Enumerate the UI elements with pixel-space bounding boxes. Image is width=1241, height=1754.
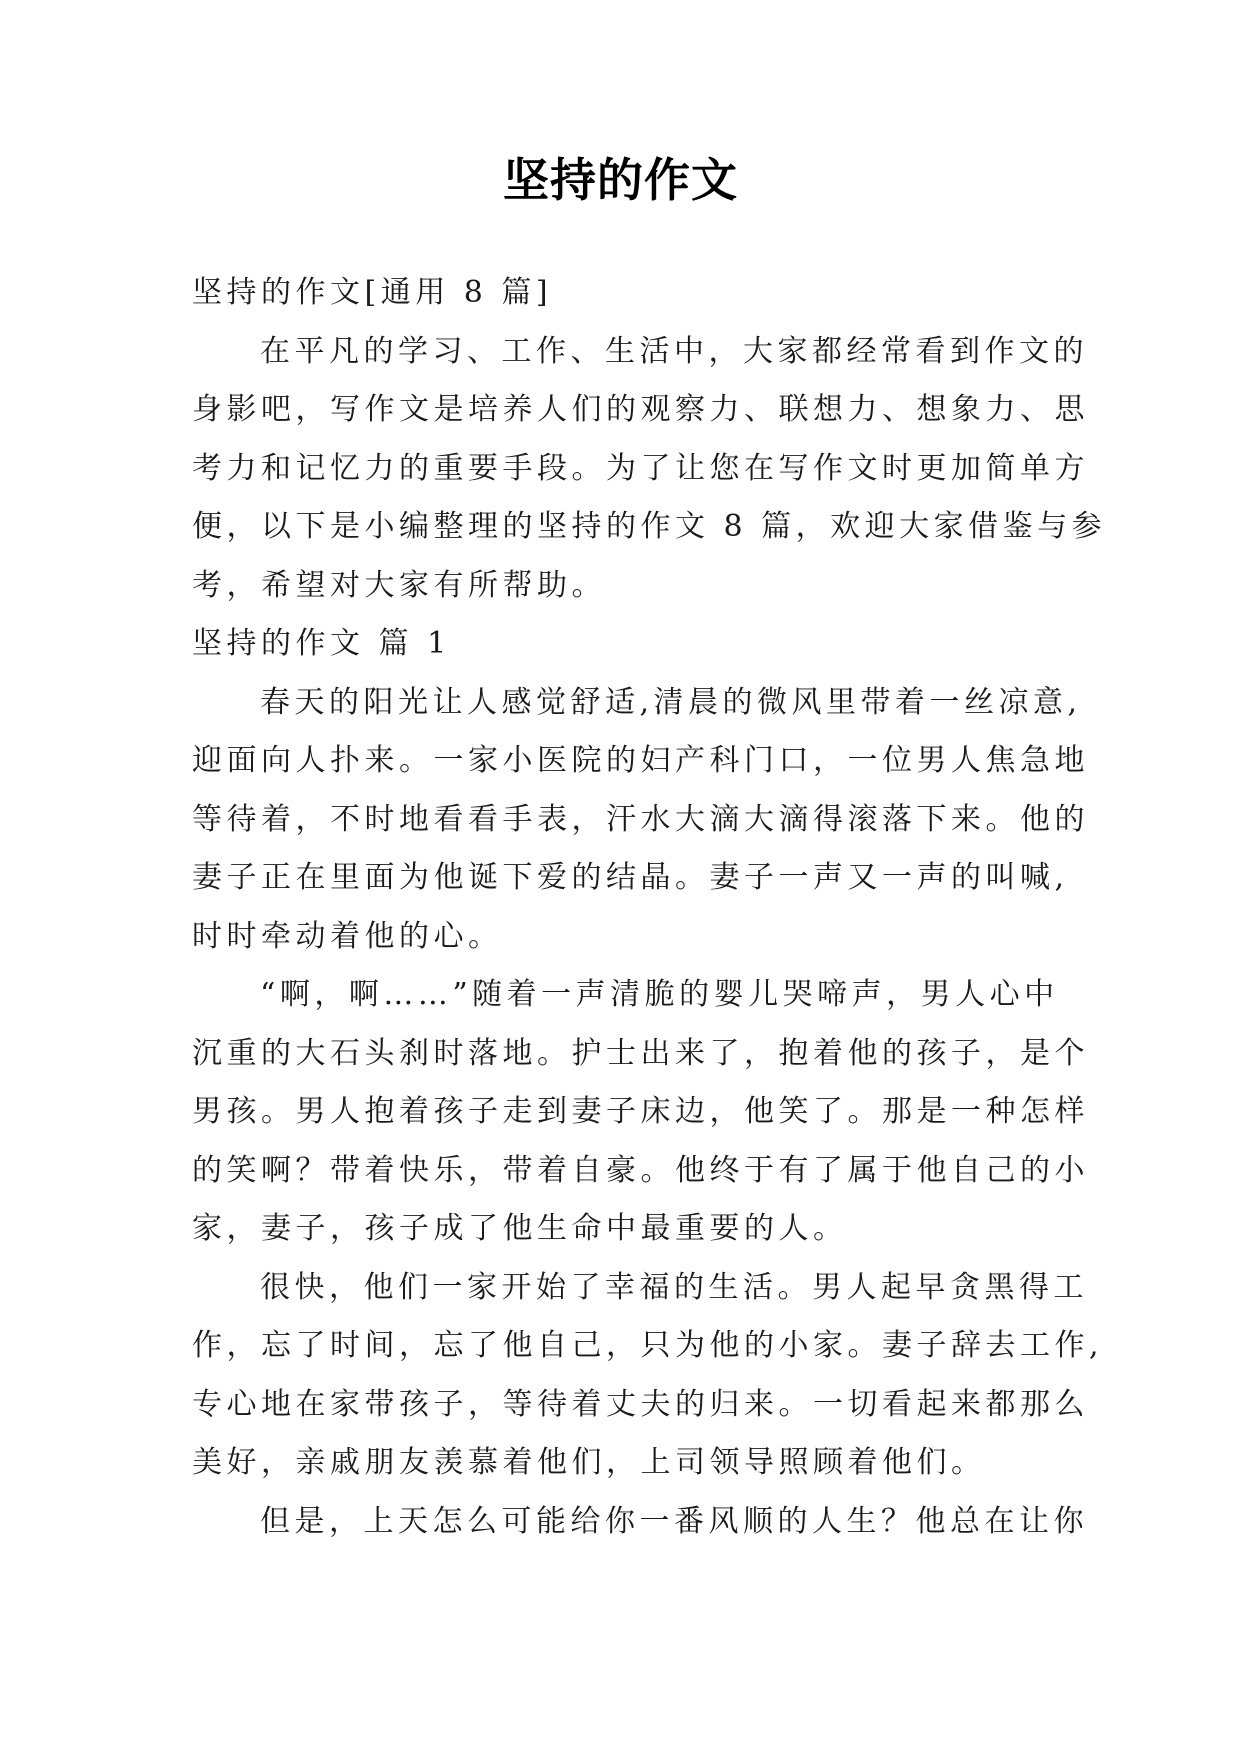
paragraph-first-line: “啊，啊……”随着一声清脆的婴儿哭啼声，男人心中: [260, 977, 1059, 1012]
text-line: 男孩。男人抱着孩子走到妻子床边，他笑了。那是一种怎样: [192, 1094, 1089, 1129]
text-line: 沉重的大石头刹时落地。护士出来了，抱着他的孩子，是个: [192, 1035, 1089, 1071]
document-body: [192, 264, 1107, 1551]
text-line: 的笑啊？带着快乐，带着自豪。他终于有了属于他自己的小: [192, 1152, 1089, 1188]
text-line: 坚持的作文 篇 1: [192, 626, 451, 661]
text-line: 身影吧，写作文是培养人们的观察力、联想力、想象力、思: [192, 392, 1089, 427]
text-line: 便，以下是小编整理的坚持的作文 8 篇，欢迎大家借鉴与参: [192, 509, 1107, 544]
paragraph-first-line: 但是，上天怎么可能给你一番风顺的人生？他总在让你: [260, 1503, 1088, 1539]
text-line: 坚持的作文[通用 8 篇]: [192, 275, 553, 310]
text-line: 专心地在家带孩子，等待着丈夫的归来。一切看起来都那么: [192, 1386, 1089, 1422]
document-title: 坚持的作文: [503, 153, 738, 207]
text-line: 美好，亲戚朋友羡慕着他们，上司领导照顾着他们。: [192, 1445, 986, 1480]
text-line: 时时牵动着他的心。: [192, 918, 503, 954]
text-line: 妻子正在里面为他诞下爱的结晶。妻子一声又一声的叫喊,: [192, 860, 1069, 895]
paragraph-first-line: 很快，他们一家开始了幸福的生活。男人起早贪黑得工: [260, 1269, 1088, 1305]
text-line: 考，希望对大家有所帮助。: [192, 567, 606, 603]
paragraph-first-line: 春天的阳光让人感觉舒适,清晨的微风里带着一丝凉意,: [260, 684, 1082, 720]
text-line: 等待着，不时地看看手表，汗水大滴大滴得滚落下来。他的: [192, 801, 1089, 837]
text-line: 考力和记忆力的重要手段。为了让您在写作文时更加简单方: [192, 450, 1089, 486]
text-line: 作，忘了时间，忘了他自己，只为他的小家。妻子辞去工作,: [192, 1328, 1104, 1363]
text-line: 迎面向人扑来。一家小医院的妇产科门口，一位男人焦急地: [192, 743, 1089, 778]
text-line: 家，妻子，孩子成了他生命中最重要的人。: [192, 1211, 848, 1246]
paragraph-first-line: 在平凡的学习、工作、生活中，大家都经常看到作文的: [260, 333, 1088, 369]
